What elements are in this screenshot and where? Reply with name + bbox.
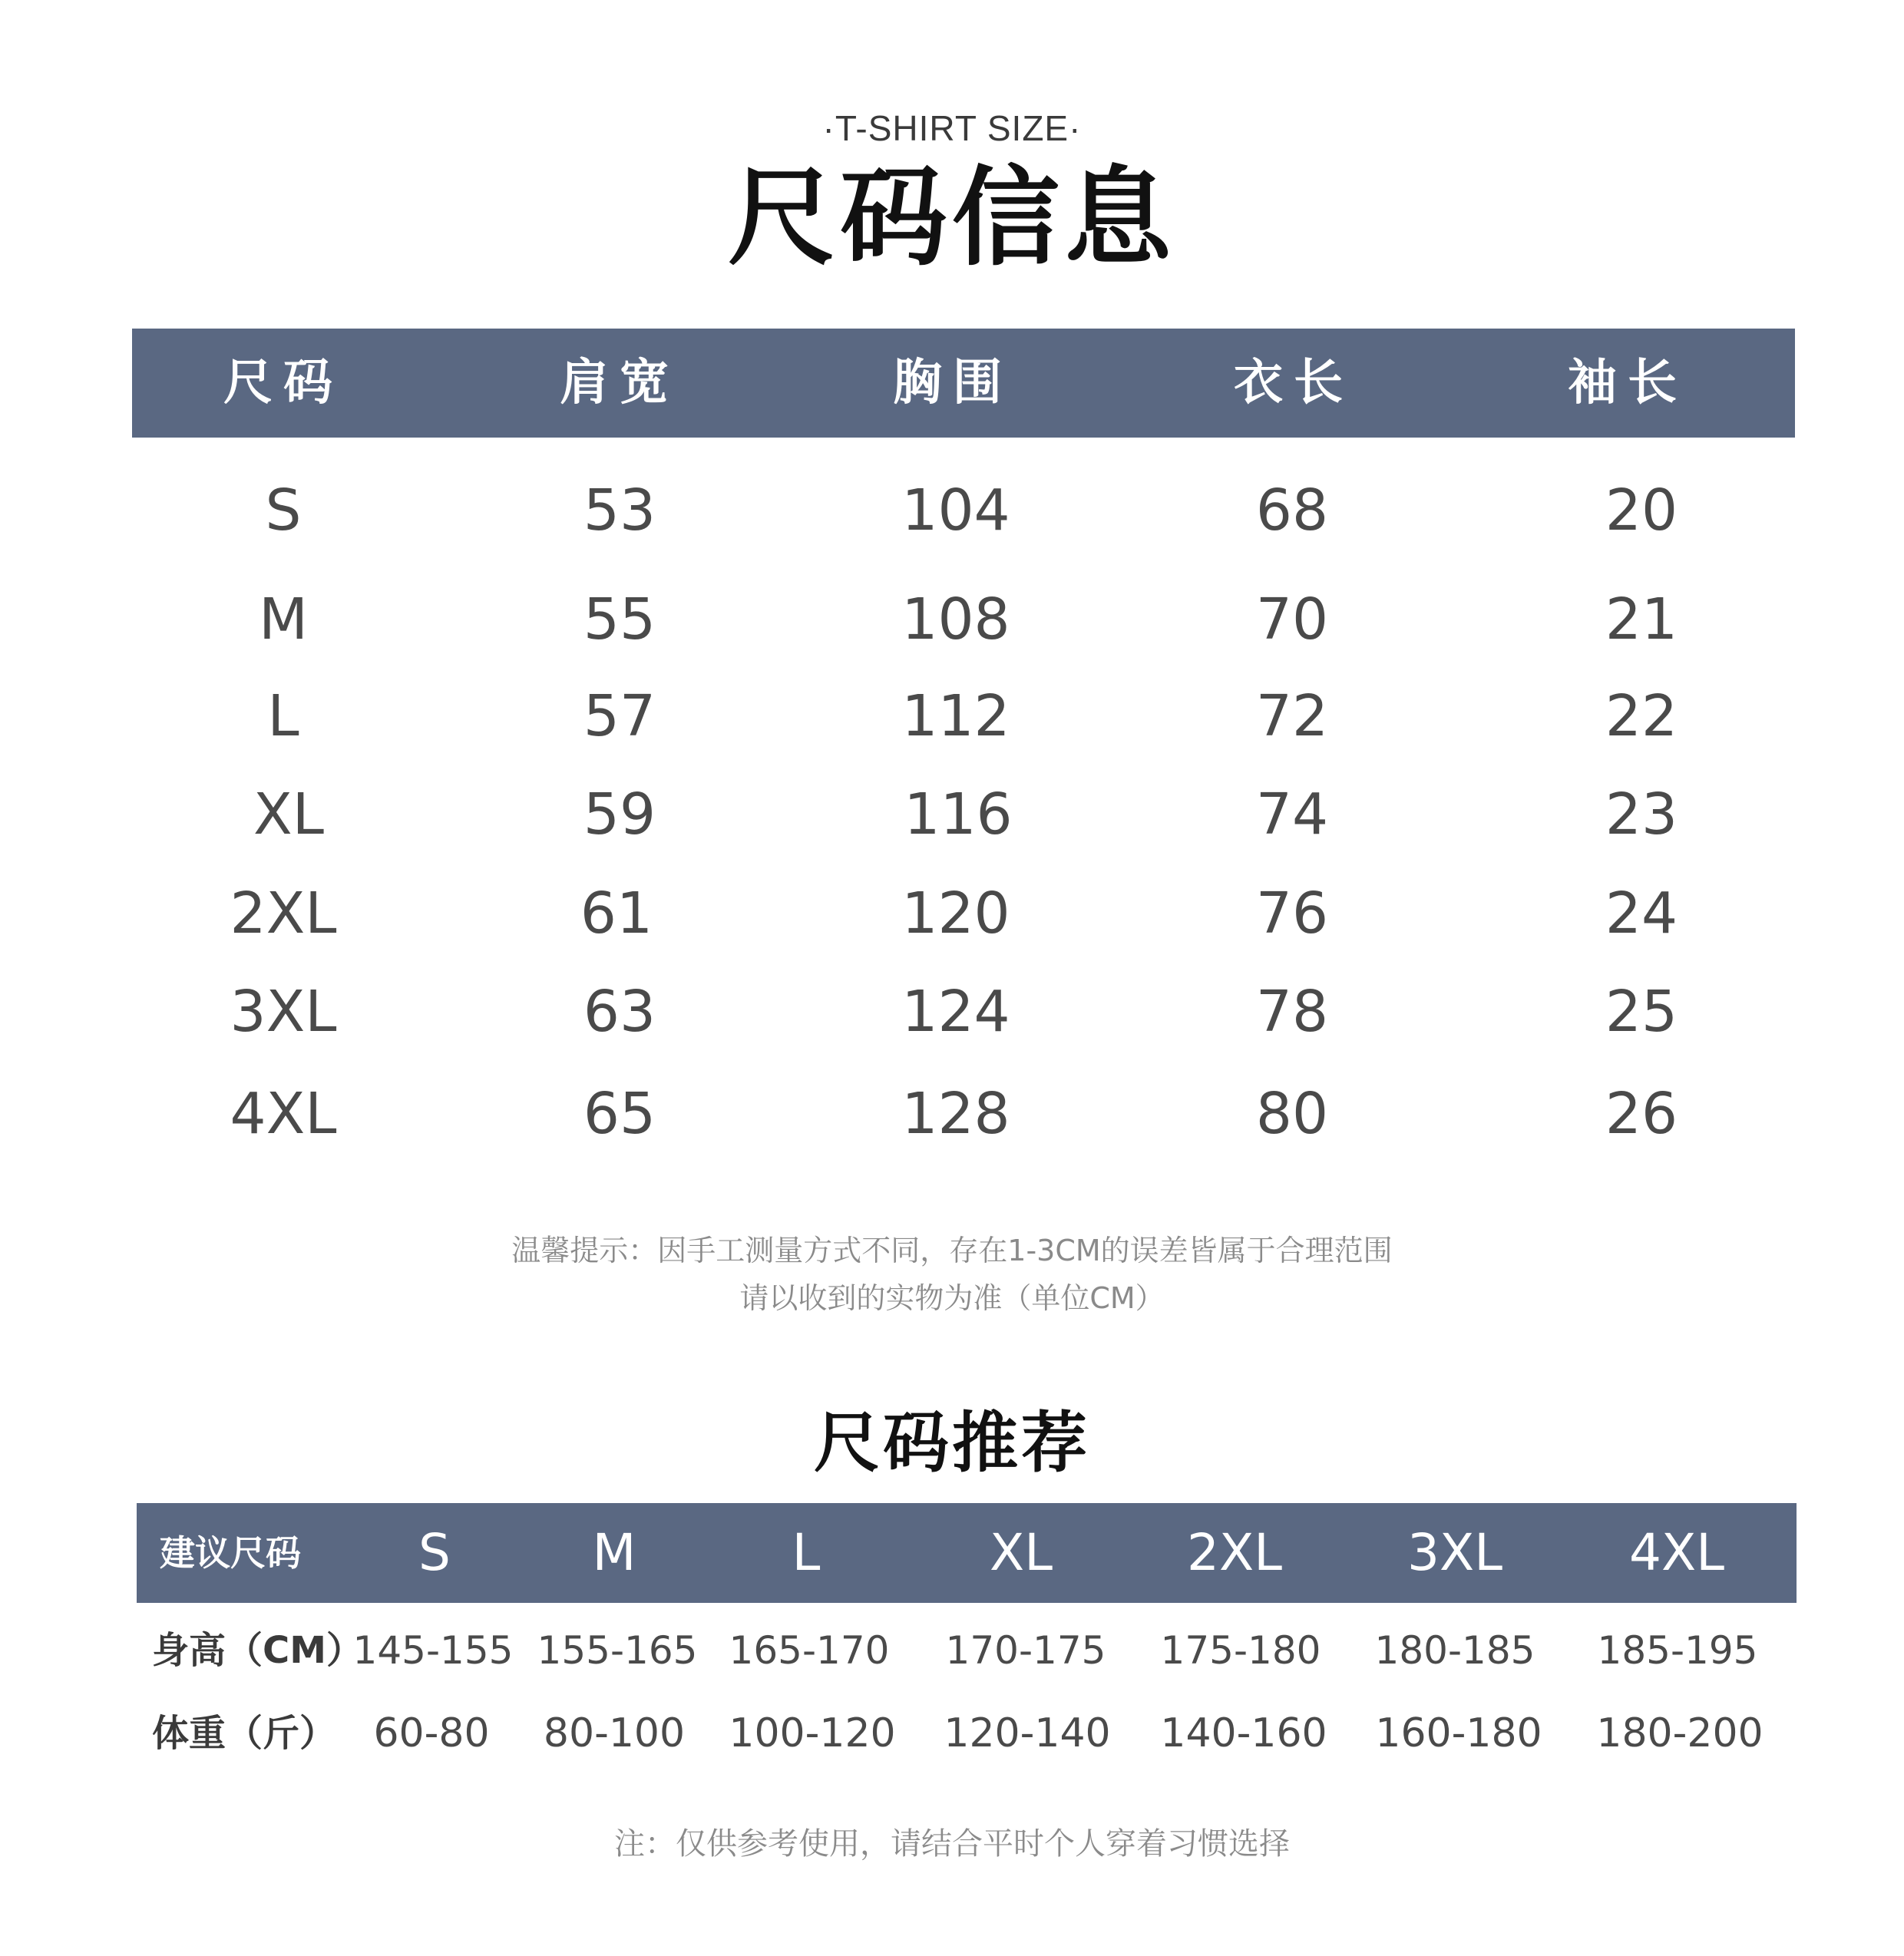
header-shoulder: 肩宽 (560, 355, 679, 411)
unit-note: 请以收到的实物为准（单位CM） (739, 1281, 1165, 1315)
chest-cell: 128 (901, 1081, 1010, 1147)
chest-cell: 120 (901, 881, 1010, 947)
recommend-size: XL (990, 1523, 1053, 1582)
weight-cell: 80-100 (543, 1710, 686, 1756)
chest-cell: 124 (901, 979, 1010, 1045)
table-row (0, 871, 1904, 956)
weight-cell: 100-120 (729, 1710, 896, 1756)
recommend-size: 4XL (1629, 1523, 1724, 1582)
height-cell: 155-165 (537, 1628, 698, 1673)
height-cell: 170-175 (945, 1628, 1106, 1673)
length-cell: 74 (1255, 781, 1329, 847)
header-sleeve: 袖长 (1568, 355, 1687, 411)
height-row (0, 1612, 1904, 1689)
height-cell: 145-155 (352, 1628, 514, 1673)
sleeve-cell: 24 (1605, 881, 1678, 947)
recommend-size: M (592, 1523, 636, 1582)
weight-cell: 140-160 (1160, 1710, 1327, 1756)
size-cell: 4XL (230, 1081, 337, 1147)
table-row (0, 674, 1904, 758)
recommend-header-label: 建议尺码 (160, 1532, 301, 1574)
sleeve-cell: 21 (1605, 586, 1678, 653)
size-table-header (132, 329, 1795, 438)
shoulder-cell: 53 (583, 477, 656, 544)
size-cell: 2XL (230, 881, 337, 947)
chest-cell: 108 (901, 586, 1010, 653)
size-cell: 3XL (230, 979, 337, 1045)
recommend-size: 3XL (1407, 1523, 1502, 1582)
length-cell: 80 (1255, 1081, 1329, 1147)
recommend-size: S (418, 1523, 451, 1582)
height-label: 身高（CM） (152, 1629, 363, 1672)
length-cell: 76 (1255, 881, 1329, 947)
header-length: 衣长 (1234, 355, 1354, 411)
header-chest: 胸围 (893, 355, 1013, 411)
header-size: 尺码 (223, 355, 343, 411)
recommend-table-header (137, 1503, 1797, 1603)
weight-row (0, 1695, 1904, 1772)
height-cell: 180-185 (1374, 1628, 1535, 1673)
table-row (0, 468, 1904, 553)
footer-note: 注：仅供参考使用，请结合平时个人穿着习惯选择 (614, 1826, 1290, 1862)
chest-cell: 112 (901, 683, 1010, 749)
table-row (0, 1072, 1904, 1156)
weight-cell: 60-80 (373, 1710, 490, 1756)
shoulder-cell: 55 (583, 586, 656, 653)
table-row (0, 577, 1904, 662)
sleeve-cell: 26 (1605, 1081, 1678, 1147)
table-row (0, 970, 1904, 1054)
size-cell: M (259, 586, 308, 653)
weight-cell: 160-180 (1375, 1710, 1542, 1756)
height-cell: 185-195 (1597, 1628, 1758, 1673)
subtitle: ·T-SHIRT SIZE· (822, 108, 1082, 148)
length-cell: 78 (1255, 979, 1329, 1045)
size-cell: XL (253, 781, 324, 847)
size-cell: S (265, 477, 302, 544)
length-cell: 70 (1255, 586, 1329, 653)
weight-label: 体重（斤） (152, 1712, 337, 1755)
chest-cell: 104 (901, 477, 1010, 544)
size-cell: L (267, 683, 299, 749)
page-title: 尺码信息 (727, 156, 1176, 281)
shoulder-cell: 65 (583, 1081, 656, 1147)
measurement-note: 温馨提示：因手工测量方式不同，存在1-3CM的误差皆属于合理范围 (511, 1234, 1393, 1267)
sleeve-cell: 20 (1605, 477, 1678, 544)
sleeve-cell: 22 (1605, 683, 1678, 749)
weight-cell: 120-140 (944, 1710, 1111, 1756)
shoulder-cell: 59 (583, 781, 656, 847)
weight-cell: 180-200 (1596, 1710, 1764, 1756)
length-cell: 72 (1255, 683, 1329, 749)
shoulder-cell: 61 (580, 881, 653, 947)
recommend-title: 尺码推荐 (814, 1405, 1090, 1482)
length-cell: 68 (1255, 477, 1329, 544)
height-cell: 165-170 (729, 1628, 890, 1673)
height-cell: 175-180 (1160, 1628, 1321, 1673)
table-row (0, 772, 1904, 857)
sleeve-cell: 23 (1605, 781, 1678, 847)
shoulder-cell: 57 (583, 683, 656, 749)
sleeve-cell: 25 (1605, 979, 1678, 1045)
recommend-size: L (792, 1523, 821, 1582)
chest-cell: 116 (904, 781, 1013, 847)
shoulder-cell: 63 (583, 979, 656, 1045)
recommend-size: 2XL (1187, 1523, 1282, 1582)
